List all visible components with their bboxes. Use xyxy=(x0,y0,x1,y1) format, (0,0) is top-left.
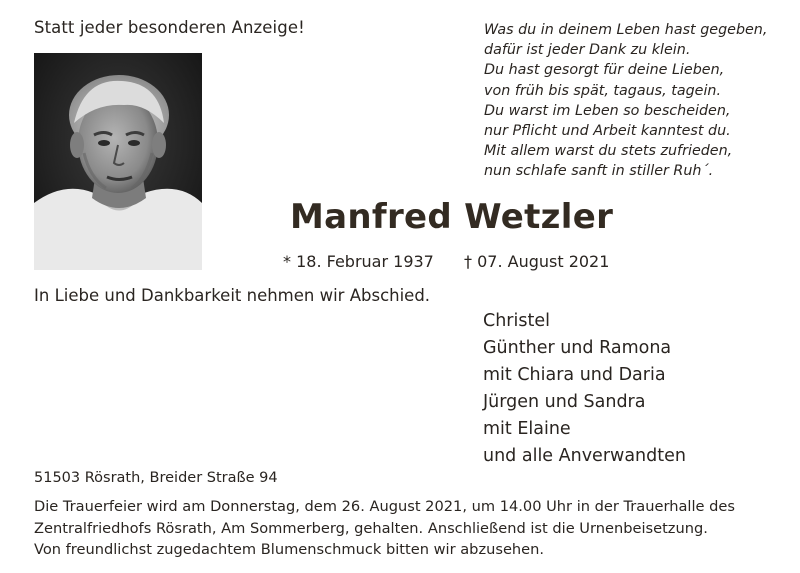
poem-line: Mit allem warst du stets zufrieden, xyxy=(484,143,733,160)
poem-line: nur Pflicht und Arbeit kanntest du. xyxy=(484,123,731,140)
poem-line: Du warst im Leben so bescheiden, xyxy=(484,102,731,119)
funeral-info-line: Von freundlichst zugedachtem Blumenschmuck bitten wir abzusehen. xyxy=(34,541,545,558)
mourner: und alle Anverwandten xyxy=(483,446,686,466)
mourner: mit Elaine xyxy=(483,419,571,439)
poem xyxy=(484,20,767,182)
poem-line: Was du in deinem Leben hast gegeben, xyxy=(484,22,768,38)
funeral-info xyxy=(34,496,794,561)
farewell-text: In Liebe und Dankbarkeit nehmen wir Abschied. xyxy=(34,286,431,305)
mourner: Jürgen und Sandra xyxy=(483,392,646,412)
funeral-info-line: Die Trauerfeier wird am Donnerstag, dem 26. August 2021, um 14.00 Uhr in der Trauerhalle des xyxy=(34,498,735,515)
poem-line: Du hast gesorgt für deine Lieben, xyxy=(484,62,725,79)
mourners-list xyxy=(483,308,686,470)
funeral-info-line: Zentralfriedhofs Rösrath, Am Sommerberg, gehalten. Anschließend ist die Urnenbeisetzung. xyxy=(34,519,708,537)
mourner: Christel xyxy=(483,311,550,331)
birth-date: * 18. Februar 1937 xyxy=(283,252,434,271)
portrait-photo xyxy=(34,53,202,270)
poem-line: dafür ist jeder Dank zu klein. xyxy=(484,42,691,59)
poem-line: nun schlafe sanft in stiller Ruh´. xyxy=(484,163,714,180)
headline: Statt jeder besonderen Anzeige! xyxy=(34,18,305,37)
poem-line: von früh bis spät, tagaus, tagein. xyxy=(484,82,722,99)
death-date: † 07. August 2021 xyxy=(464,252,610,271)
address: 51503 Rösrath, Breider Straße 94 xyxy=(34,470,278,486)
mourner: mit Chiara und Daria xyxy=(483,365,666,385)
mourner: Günther und Ramona xyxy=(483,338,672,358)
deceased-name: Manfred Wetzler xyxy=(290,197,614,237)
